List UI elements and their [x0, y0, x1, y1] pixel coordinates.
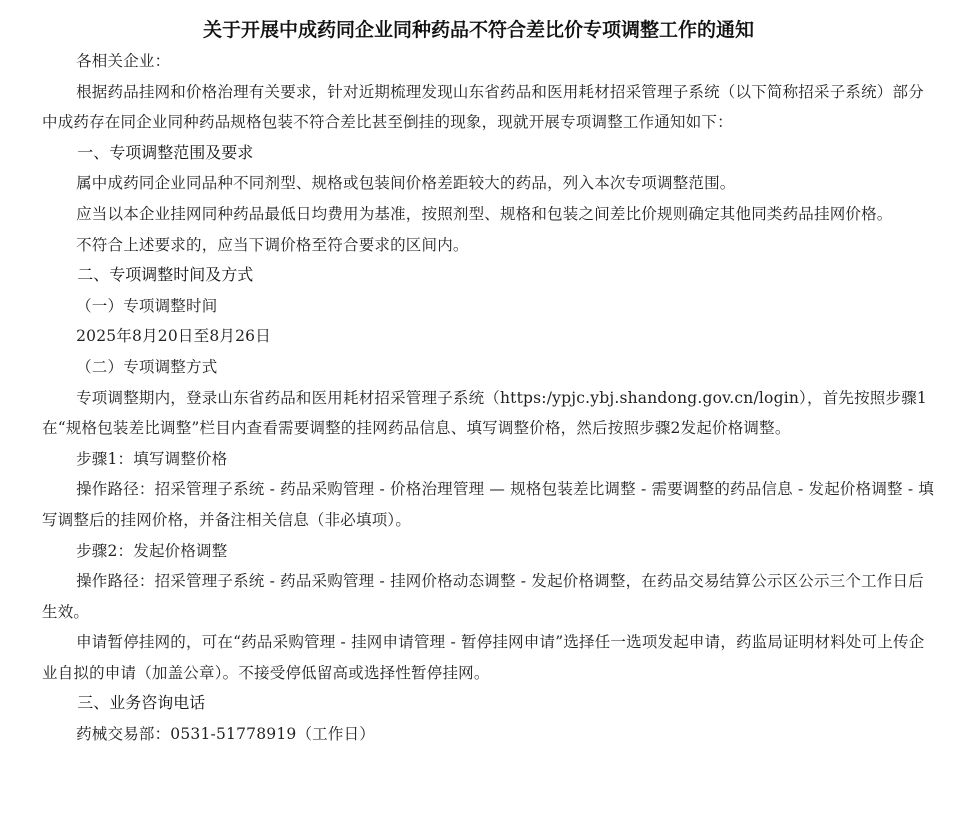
intro-paragraph: 根据药品挂网和价格治理有关要求，针对近期梳理发现山东省药品和医用耗材招采管理子系统（以下简称招采子系统）部分中成药存在同企业同种药品规格包装不符合差比甚至倒挂的现象，现就开展专项调整工作通知如下： [42, 82, 924, 132]
section1-paragraph-1: 属中成药同企业同品种不同剂型、规格或包装间价格差距较大的药品，列入本次专项调整范围。 [76, 174, 736, 193]
section1-paragraph-3: 不符合上述要求的，应当下调价格至符合要求的区间内。 [76, 235, 469, 254]
step2-heading: 步骤2：发起价格调整 [76, 541, 228, 560]
section1-paragraph-2: 应当以本企业挂网同种药品最低日均费用为基准，按照剂型、规格和包装之间差比价规则确定其他同类药品挂网价格。 [76, 204, 893, 223]
suspend-listing-paragraph: 申请暂停挂网的，可在“药品采购管理 - 挂网申请管理 - 暂停挂网申请”选择任一选项发起申请，药监局证明材料处可上传企业自拟的申请（加盖公章）。不接受停低留高或选择性暂停挂网。 [42, 633, 925, 682]
step2-paragraph: 操作路径：招采管理子系统 - 药品采购管理 - 挂网价格动态调整 - 发起价格调整，在药品交易结算公示区公示三个工作日后生效。 [42, 572, 924, 621]
section1-heading: 一、专项调整范围及要求 [77, 142, 254, 162]
salutation: 各相关企业： [76, 52, 171, 70]
section3-heading: 三、业务咨询电话 [77, 693, 206, 713]
section2-sub2-heading: （二）专项调整方式 [76, 357, 218, 376]
step1-heading: 步骤1：填写调整价格 [76, 449, 228, 468]
notice-title: 关于开展中成药同企业同种药品不符合差比价专项调整工作的通知 [202, 19, 754, 41]
adjustment-period: 2025年8月20日至8月26日 [76, 327, 271, 346]
contact-phone-line: 药械交易部：0531-51778919（工作日） [76, 725, 375, 744]
section2-heading: 二、专项调整时间及方式 [77, 265, 254, 285]
step1-paragraph: 操作路径：招采管理子系统 - 药品采购管理 - 价格治理管理 — 规格包装差比调整 - 需要调整的药品信息 - 发起价格调整 - 填写调整后的挂网价格，并备注相关信息（非必填项）。 [42, 480, 935, 529]
section2-sub1-heading: （一）专项调整时间 [76, 296, 218, 315]
adjustment-method-paragraph: 专项调整期内，登录山东省药品和医用耗材招采管理子系统（https:/ypjc.ybj.shandong.gov.cn/login），首先按照步骤1在“规格包装差比调整”栏目内查看需要调整的挂网药品信息、填写调整价格，然后按照步骤2发起价格调整。 [42, 388, 927, 438]
